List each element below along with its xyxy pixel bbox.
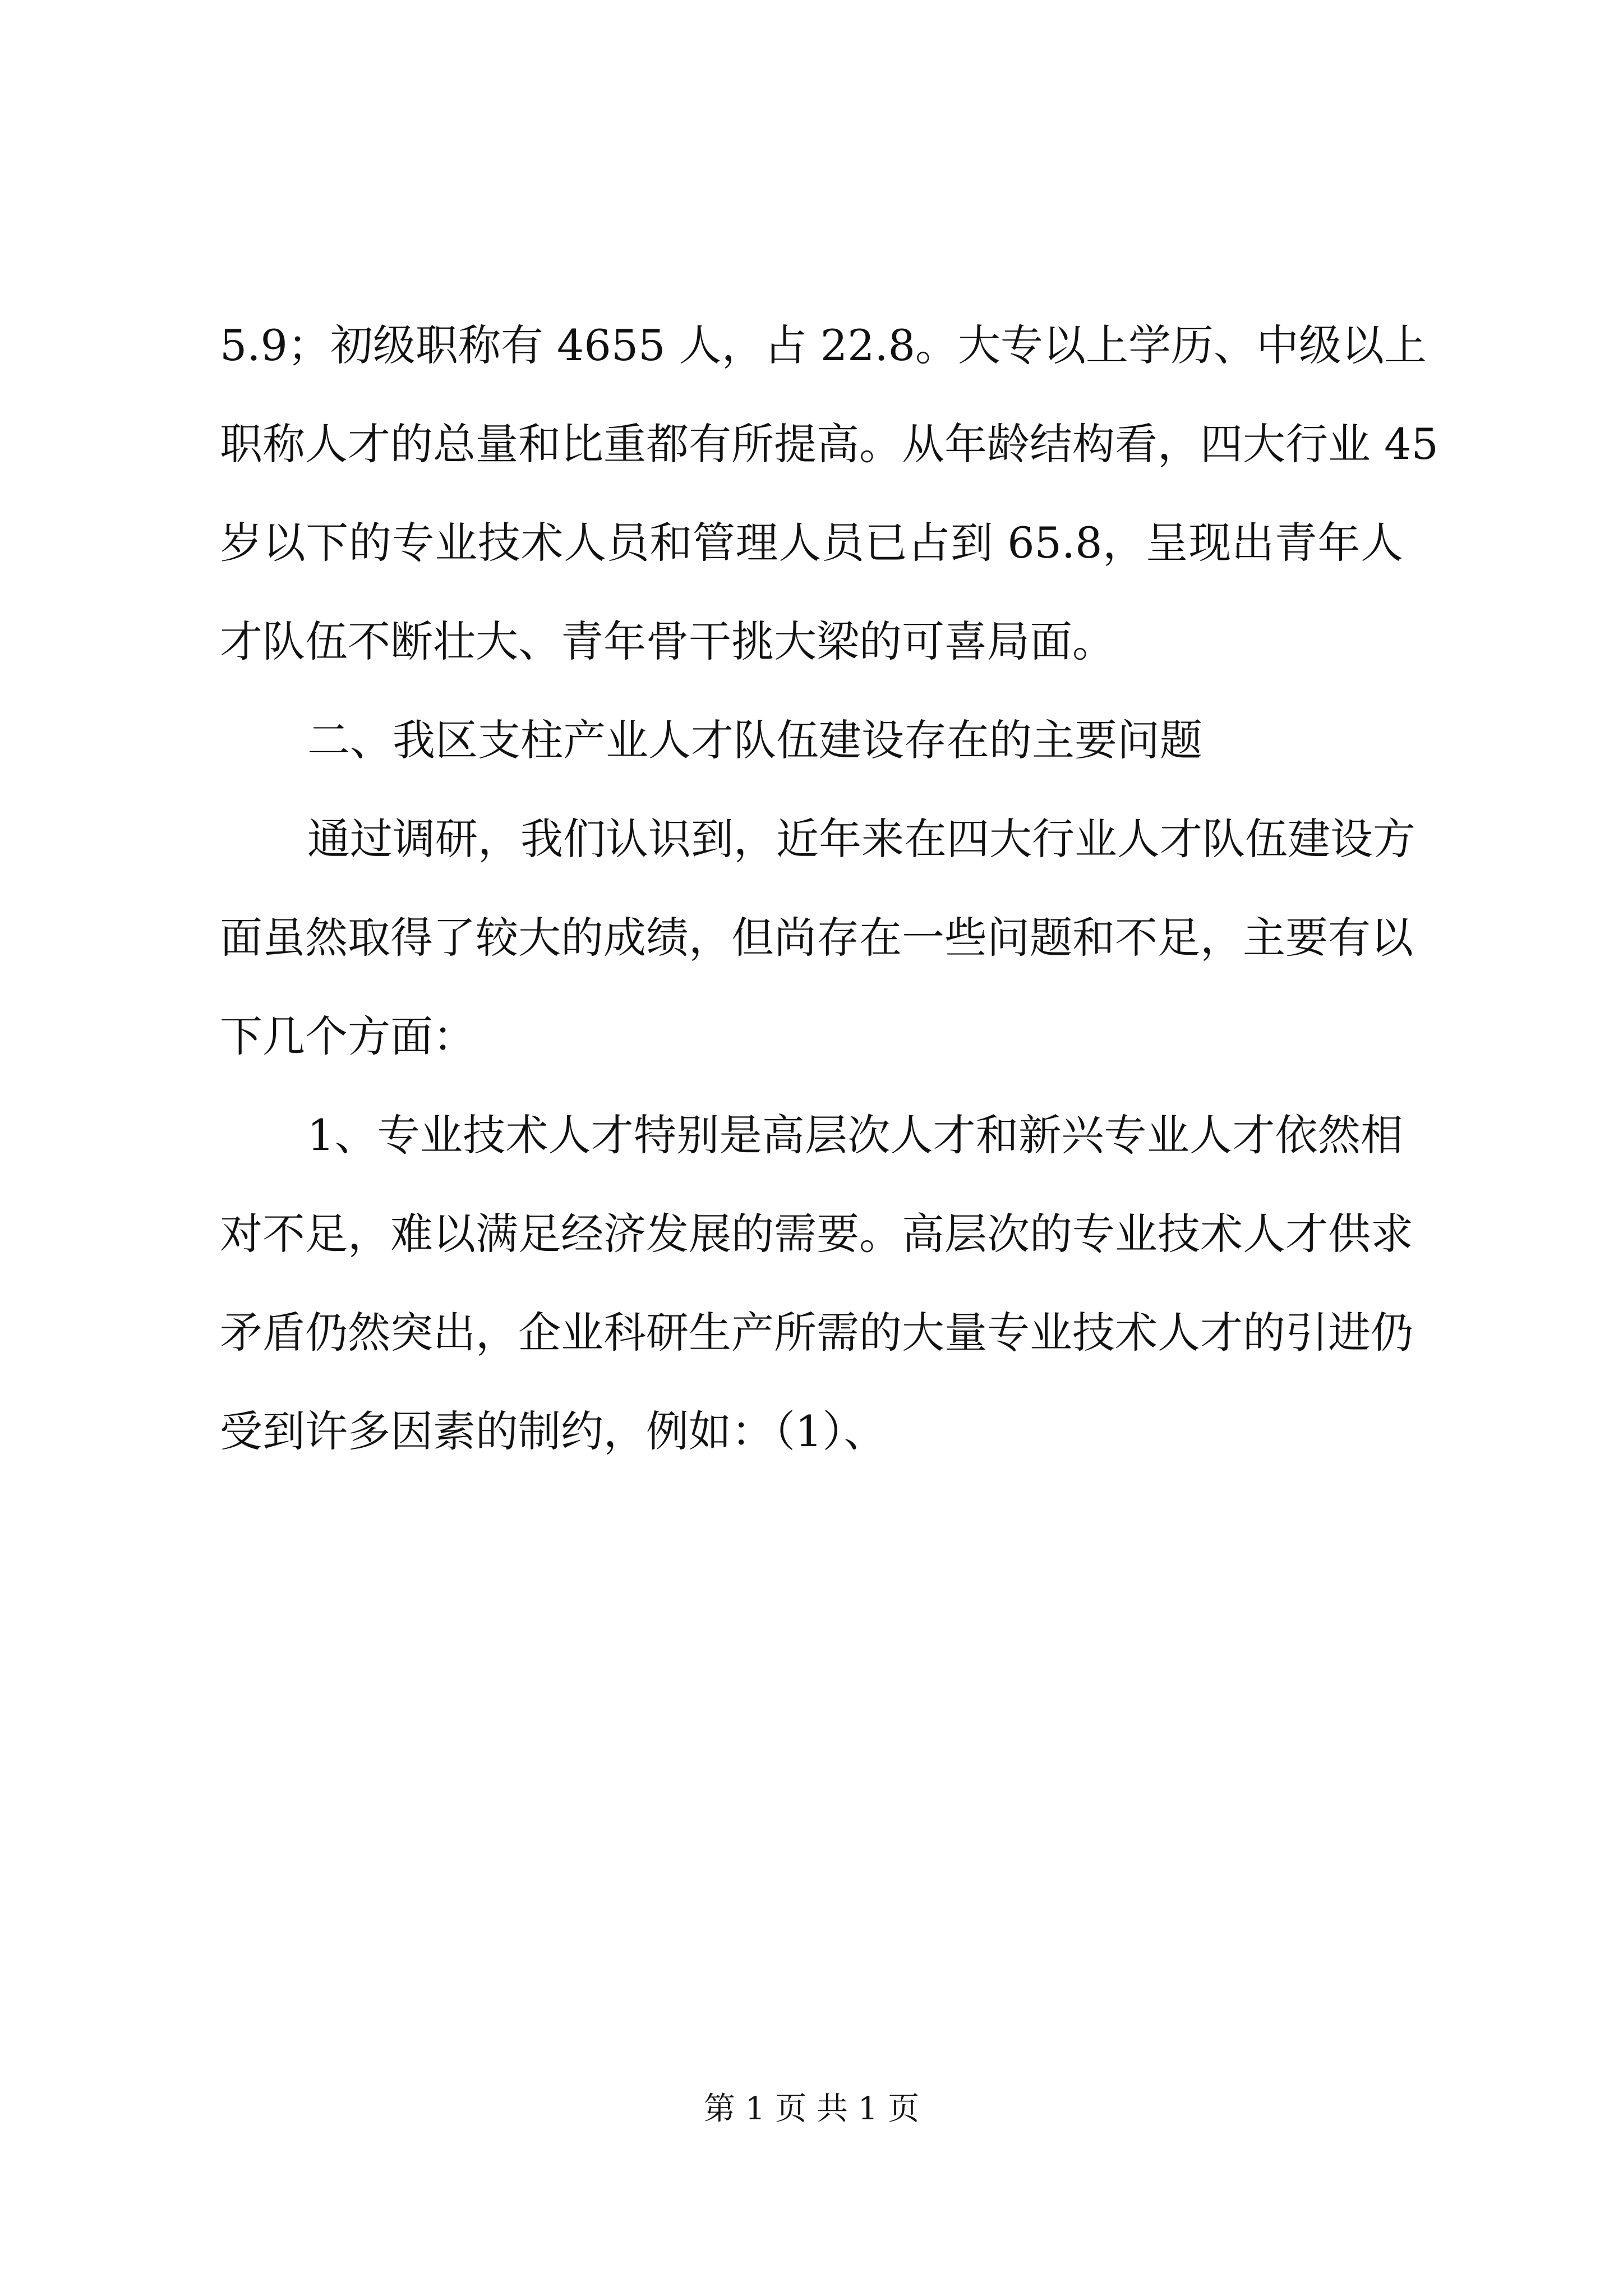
text-line-3: 岁以下的专业技术人员和管理人员已占到 65.8，呈现出青年人 (220, 518, 1403, 568)
body-text (220, 296, 1438, 1481)
text-line-8: 下几个方面： (220, 1011, 476, 1061)
text-line-2: 职称人才的总量和比重都有所提高。从年龄结构看，四大行业 45 (220, 419, 1438, 469)
text-line-6: 通过调研，我们认识到，近年来在四大行业人才队伍建设方 (307, 814, 1415, 864)
text-line-1: 5.9；初级职称有 4655 人，占 22.8。大专以上学历、中级以上 (220, 320, 1427, 370)
text-line-10: 对不足，难以满足经济发展的需要。高层次的专业技术人才供求 (220, 1209, 1413, 1259)
text-line-4: 才队伍不断壮大、青年骨干挑大梁的可喜局面。 (220, 616, 1115, 666)
text-line-12: 受到许多因素的制约，例如：（1）、 (220, 1406, 887, 1456)
page-number-footer: 第 1 页 共 1 页 (703, 2091, 920, 2127)
section-heading: 二、我区支柱产业人才队伍建设存在的主要问题 (307, 715, 1202, 765)
text-line-11: 矛盾仍然突出，企业科研生产所需的大量专业技术人才的引进仍 (220, 1308, 1413, 1358)
text-line-9: 1、专业技术人才特别是高层次人才和新兴专业人才依然相 (307, 1110, 1403, 1160)
text-line-7: 面虽然取得了较大的成绩，但尚存在一些问题和不足，主要有以 (220, 913, 1413, 963)
